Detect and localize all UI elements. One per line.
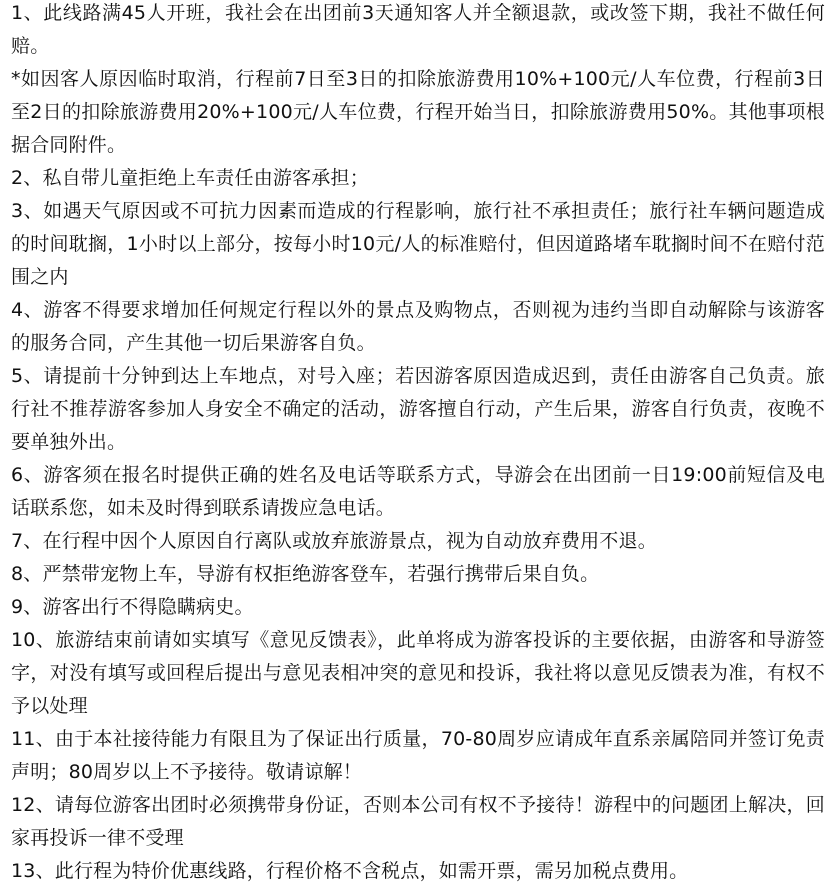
term-paragraph-3: 3、如遇天气原因或不可抗力因素而造成的行程影响，旅行社不承担责任；旅行社车辆问题造成的时间耽搁，1小时以上部分，按每小时10元/人的标准赔付，但因道路堵车耽搁时间不在赔付范围之内 — [11, 200, 825, 288]
term-paragraph-1: 1、此线路满45人开班，我社会在出团前3天通知客人并全额退款，或改签下期，我社不做任何赔。 — [11, 2, 825, 57]
term-paragraph-12: 12、请每位游客出团时必须携带身份证，否则本公司有权不予接待！游程中的问题团上解决，回家再投诉一律不受理 — [11, 794, 825, 849]
term-paragraph-7: 7、在行程中因个人原因自行离队或放弃旅游景点，视为自动放弃费用不退。 — [11, 530, 657, 552]
term-paragraph-8: 8、严禁带宠物上车，导游有权拒绝游客登车，若强行携带后果自负。 — [11, 563, 600, 585]
term-paragraph-6: 6、游客须在报名时提供正确的姓名及电话等联系方式，导游会在出团前一日19:00前短信及电话联系您，如未及时得到联系请拨应急电话。 — [11, 464, 825, 519]
term-paragraph-10: 10、旅游结束前请如实填写《意见反馈表》，此单将成为游客投诉的主要依据，由游客和导游签字，对没有填写或回程后提出与意见表相冲突的意见和投诉，我社将以意见反馈表为准，有权不予以处理 — [11, 629, 825, 717]
term-paragraph-2: 2、私自带儿童拒绝上车责任由游客承担； — [11, 167, 369, 189]
term-paragraph-cancellation: *如因客人原因临时取消，行程前7日至3日的扣除旅游费用10%+100元/人车位费，行程前3日至2日的扣除旅游费用20%+100元/人车位费，行程开始当日，扣除旅游费用50%。其他事项根据合同附件。 — [11, 68, 825, 156]
term-paragraph-13: 13、此行程为特价优惠线路，行程价格不含税点，如需开票，需另加税点费用。 — [11, 860, 689, 882]
term-paragraph-5: 5、请提前十分钟到达上车地点，对号入座；若因游客原因造成迟到，责任由游客自己负责。旅行社不推荐游客参加人身安全不确定的活动，游客擅自行动，产生后果，游客自行负责，夜晚不要单独外出。 — [11, 365, 825, 453]
term-paragraph-11: 11、由于本社接待能力有限且为了保证出行质量，70-80周岁应请成年直系亲属陪同并签订免责声明；80周岁以上不予接待。敬请谅解！ — [11, 728, 825, 783]
term-paragraph-4: 4、游客不得要求增加任何规定行程以外的景点及购物点，否则视为违约当即自动解除与该游客的服务合同，产生其他一切后果游客自负。 — [11, 299, 825, 354]
term-paragraph-9: 9、游客出行不得隐瞒病史。 — [11, 596, 254, 618]
